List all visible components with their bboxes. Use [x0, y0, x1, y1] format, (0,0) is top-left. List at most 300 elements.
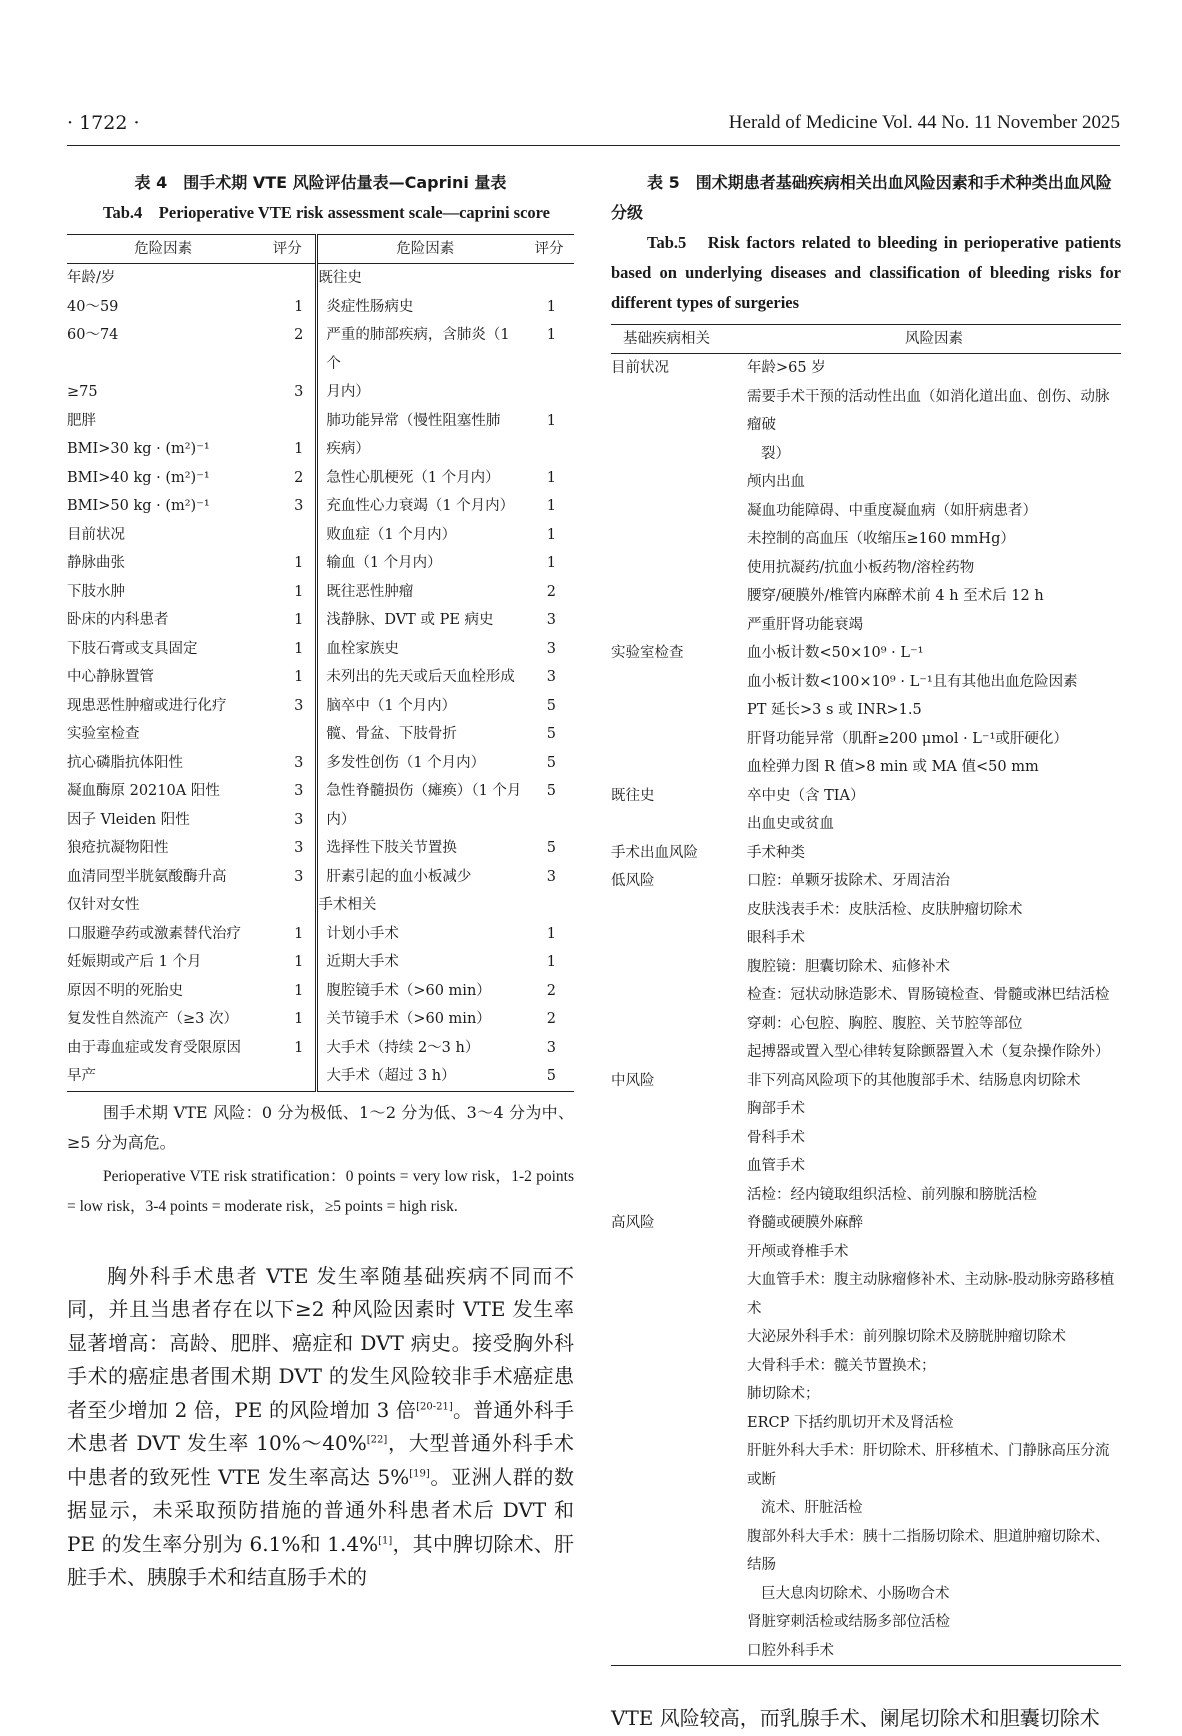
- table5-row: [611, 1238, 1121, 1267]
- risk-factor-text: 血小板计数<100×10⁹ · L⁻¹且有其他出血危险因素: [747, 673, 1078, 690]
- score-left: 3: [259, 834, 317, 863]
- table5-row: [611, 497, 1121, 526]
- risk-factor-left: 因子 Vleiden 阳性: [67, 811, 190, 828]
- risk-factor-left: 年龄/岁: [67, 270, 116, 286]
- score-right: 5: [546, 783, 556, 799]
- table5-row: [611, 1637, 1121, 1666]
- journal-header: Herald of Medicine Vol. 44 No. 11 November 2025: [728, 112, 1120, 133]
- table5-row: [611, 725, 1121, 754]
- risk-factor-text: 口腔外科手术: [747, 1642, 834, 1659]
- risk-factor-right: 手术相关: [318, 897, 377, 913]
- risk-factor-right: 选择性下肢关节置换: [326, 840, 457, 856]
- score-left: 1: [259, 1005, 317, 1034]
- category-cell: 既往史: [611, 787, 655, 804]
- table5-row: [611, 782, 1121, 811]
- table5-row: [611, 1380, 1121, 1409]
- risk-factor-cell: [741, 867, 1121, 896]
- risk-factor-text: 腹部外科大手术：胰十二指肠切除术、胆道肿瘤切除术、结肠: [747, 1528, 1110, 1573]
- category-cell: [611, 1323, 741, 1352]
- risk-factor-text: 检查：冠状动脉造影术、胃肠镜检查、骨髓或淋巴结活检: [747, 987, 1110, 1003]
- risk-factor-cell: [741, 1608, 1121, 1637]
- risk-factor-cell: [741, 896, 1121, 925]
- body-text-part3: ，大型普通外科手术中患者的致死性 VTE 发生率高达 5%: [67, 1431, 575, 1489]
- risk-factor-right: 大手术（持续 2～3 h）: [326, 1039, 480, 1056]
- table5-header-risk: 风险因素: [741, 325, 1121, 354]
- risk-factor-right: 输血（1 个月内）: [326, 555, 442, 571]
- category-cell: [611, 1124, 741, 1153]
- table4-row: [67, 720, 574, 749]
- category-cell: [611, 1637, 741, 1666]
- category-cell: [611, 1038, 741, 1067]
- risk-factor-cell: [741, 468, 1121, 497]
- risk-factor-text: 大血管手术：腹主动脉瘤修补术、主动脉-股动脉旁路移植术: [747, 1272, 1115, 1317]
- category-cell: [611, 1181, 741, 1210]
- score-right: 1: [546, 327, 556, 343]
- score-right: 5: [546, 1068, 556, 1084]
- risk-factor-cell: [741, 696, 1121, 725]
- risk-factor-right: 血栓家族史: [326, 640, 399, 657]
- risk-factor-cell: [741, 1209, 1121, 1238]
- risk-factor-left: 狼疮抗凝物阳性: [67, 840, 169, 856]
- risk-factor-cell: [741, 1067, 1121, 1096]
- risk-factor-right: 关节镜手术（>60 min）: [326, 1011, 491, 1027]
- category-cell: [611, 896, 741, 925]
- risk-factor-left: 原因不明的死胎史: [67, 982, 183, 999]
- risk-factor-cell: [741, 668, 1121, 697]
- table5-row: [611, 839, 1121, 868]
- risk-factor-left: 口服避孕药或激素替代治疗: [67, 925, 241, 942]
- risk-factor-cell: [741, 1380, 1121, 1409]
- risk-factor-cell: [741, 1038, 1121, 1067]
- score-left: 3: [259, 777, 317, 806]
- risk-factor-cell: [741, 1152, 1121, 1181]
- category-cell: [611, 1409, 741, 1438]
- risk-factor-text: 年龄>65 岁: [747, 360, 826, 376]
- table5-row: [611, 1409, 1121, 1438]
- risk-factor-right: 炎症性肠病史: [326, 298, 414, 315]
- table4-row: [67, 521, 574, 550]
- table4-row: [67, 1005, 574, 1034]
- table4-row: [67, 549, 574, 578]
- risk-factor-cell: [741, 981, 1121, 1010]
- score-left: [259, 891, 317, 920]
- table4-header-score-right: 评分: [524, 235, 574, 264]
- score-right: 2: [546, 1011, 556, 1027]
- score-left: 1: [259, 1034, 317, 1063]
- category-cell: [611, 1437, 741, 1523]
- category-cell: [611, 696, 741, 725]
- risk-factor-cell: [741, 810, 1121, 839]
- table4-body: [67, 264, 574, 1092]
- category-cell: [611, 1238, 741, 1267]
- table5-row: [611, 981, 1121, 1010]
- risk-factor-cell: [741, 1437, 1121, 1523]
- table4-note-zh: 围手术期 VTE 风险：0 分为极低、1～2 分为低、3～4 分为中、≥5 分为高危。: [67, 1102, 574, 1152]
- risk-factor-left: 静脉曲张: [67, 555, 125, 571]
- category-cell: [611, 468, 741, 497]
- risk-factor-text: 活检：经内镜取组织活检、前列腺和膀胱活检: [747, 1186, 1037, 1203]
- table4: [67, 234, 574, 1092]
- table4-row: [67, 378, 574, 407]
- table5-row: [611, 582, 1121, 611]
- score-left: [259, 720, 317, 749]
- risk-factor-left: 卧床的内科患者: [67, 612, 169, 628]
- score-right: [524, 435, 574, 464]
- category-cell: [611, 753, 741, 782]
- table4-row: [67, 920, 574, 949]
- risk-factor-right: 急性心肌梗死（1 个月内）: [326, 469, 500, 486]
- risk-factor-right: 未列出的先天或后天血栓形成: [326, 669, 515, 685]
- score-right: 5: [546, 697, 556, 714]
- table5-row: [611, 1266, 1121, 1323]
- body-text-part4: 。亚洲人群的数据显示，未采取预防措施的普通外科患者术后 DVT 和 PE 的发生率分别为 6.1%和 1.4%: [67, 1464, 575, 1556]
- score-right: 1: [546, 526, 556, 543]
- score-left: 2: [259, 321, 317, 378]
- category-cell: [611, 725, 741, 754]
- table4-caption-zh: 表 4 围手术期 VTE 风险评估量表—Caprini 量表: [134, 173, 507, 192]
- category-cell: [611, 1266, 741, 1323]
- table4-row: [67, 806, 574, 835]
- left-column: [67, 168, 574, 1595]
- table5-header-row: [611, 325, 1121, 354]
- category-cell: [611, 1608, 741, 1637]
- table5-row: [611, 1010, 1121, 1039]
- citation: [1]: [378, 1534, 393, 1546]
- risk-factor-right: 肺功能异常（慢性阻塞性肺: [326, 412, 501, 429]
- table4-header-score-left: 评分: [259, 235, 317, 264]
- risk-factor-right: 脑卒中（1 个月内）: [326, 697, 457, 714]
- score-left: [259, 521, 317, 550]
- score-right: 3: [546, 612, 556, 628]
- risk-factor-text: ERCP 下括约肌切开术及肾活检: [747, 1414, 954, 1431]
- body-paragraph-right: VTE 风险较高，而乳腺手术、阑尾切除术和胆囊切除术: [611, 1706, 1100, 1730]
- risk-factor-right: 既往史: [318, 270, 362, 286]
- page-number: · 1722 ·: [67, 112, 140, 134]
- category-cell: [611, 554, 741, 583]
- risk-factor-cell: [741, 924, 1121, 953]
- risk-factor-text: 大骨科手术：髋关节置换术；: [747, 1357, 936, 1374]
- category-cell: [611, 497, 741, 526]
- risk-factor-text: 血小板计数<50×10⁹ · L⁻¹: [747, 645, 924, 661]
- risk-factor-text: 未控制的高血压（收缩压≥160 mmHg）: [747, 531, 1015, 547]
- score-right: 1: [546, 298, 556, 315]
- table5-row: [611, 525, 1121, 554]
- category-cell: [611, 1152, 741, 1181]
- score-right: 1: [546, 498, 556, 514]
- right-column: [611, 168, 1121, 1736]
- risk-factor-right: 腹腔镜手术（>60 min）: [326, 982, 491, 999]
- table5-row: [611, 611, 1121, 640]
- table4-row: [67, 435, 574, 464]
- score-left: 1: [259, 920, 317, 949]
- score-right: [524, 264, 574, 293]
- score-right: 3: [546, 669, 556, 685]
- risk-factor-text-continued: 裂）: [761, 445, 790, 462]
- risk-factor-text: 卒中史（含 TIA）: [747, 787, 865, 804]
- table5-row: [611, 468, 1121, 497]
- table5-row: [611, 1437, 1121, 1523]
- score-left: 3: [259, 806, 317, 835]
- body-text-part2: 。普通外科手术患者 DVT 发生率 10%～40%: [67, 1397, 574, 1455]
- risk-factor-cell: [741, 611, 1121, 640]
- category-cell: [611, 611, 741, 640]
- score-right: 1: [546, 469, 556, 486]
- category-cell: 低风险: [611, 873, 655, 889]
- table5-caption-en: Tab.5 Risk factors related to bleeding in perioperative patients based on underlying diseases and classification of bleeding risks for different types of surgeries: [611, 233, 1121, 312]
- risk-factor-right: 充血性心力衰竭（1 个月内）: [326, 498, 515, 514]
- risk-factor-cell: [741, 554, 1121, 583]
- risk-factor-cell: [741, 1352, 1121, 1381]
- table5-row: [611, 1067, 1121, 1096]
- table4-row: [67, 1034, 574, 1063]
- score-right: 5: [546, 754, 556, 771]
- score-right: [524, 891, 574, 920]
- risk-factor-cell: [741, 725, 1121, 754]
- table5: [611, 324, 1121, 1666]
- table4-row: [67, 863, 574, 892]
- risk-factor-left: 目前状况: [67, 526, 125, 543]
- score-right: 1: [546, 555, 556, 571]
- score-left: 1: [259, 635, 317, 664]
- score-right: 3: [546, 1039, 556, 1056]
- table4-note-en: Perioperative VTE risk stratification：0 points = very low risk，1-2 points = low risk，3-4 points = moderate risk，≥5 points = high risk.: [67, 1167, 574, 1215]
- score-left: 1: [259, 977, 317, 1006]
- table5-row: [611, 810, 1121, 839]
- citation: [22]: [366, 1434, 388, 1446]
- risk-factor-right: 月内）: [326, 384, 370, 400]
- risk-factor-cell: [741, 1124, 1121, 1153]
- category-cell: [611, 924, 741, 953]
- risk-factor-cell: [741, 753, 1121, 782]
- category-cell: [611, 1380, 741, 1409]
- table5-row: [611, 867, 1121, 896]
- table4-row: [67, 264, 574, 293]
- risk-factor-right: 既往恶性肿瘤: [326, 583, 414, 600]
- risk-factor-cell: [741, 1409, 1121, 1438]
- risk-factor-right: 急性脊髓损伤（瘫痪）（1 个月: [326, 783, 522, 799]
- risk-factor-text: 大泌尿外科手术：前列腺切除术及膀胱肿瘤切除术: [747, 1329, 1066, 1345]
- category-cell: 实验室检查: [611, 645, 684, 661]
- risk-factor-text: 肾脏穿刺活检或结肠多部位活检: [747, 1614, 950, 1630]
- risk-factor-right: 浅静脉、DVT 或 PE 病史: [326, 612, 494, 628]
- table5-row: [611, 953, 1121, 982]
- risk-factor-right: 疾病）: [326, 441, 370, 457]
- risk-factor-cell: [741, 1181, 1121, 1210]
- risk-factor-text-continued: 流术、肝脏活检: [761, 1500, 863, 1516]
- table5-row: [611, 1523, 1121, 1609]
- table4-row: [67, 977, 574, 1006]
- risk-factor-right: 肝素引起的血小板减少: [326, 868, 472, 885]
- risk-factor-cell: [741, 953, 1121, 982]
- table4-row: [67, 834, 574, 863]
- table4-caption-en: Tab.4 Perioperative VTE risk assessment scale—caprini score: [103, 203, 550, 222]
- table5-row: [611, 1038, 1121, 1067]
- category-cell: 手术出血风险: [611, 844, 698, 861]
- risk-factor-left: 下肢水肿: [67, 583, 125, 600]
- category-cell: [611, 668, 741, 697]
- score-right: 2: [546, 583, 556, 600]
- score-left: 3: [259, 863, 317, 892]
- risk-factor-text: 需要手术干预的活动性出血（如消化道出血、创伤、动脉瘤破: [747, 388, 1110, 433]
- risk-factor-left: 40～59: [67, 298, 119, 315]
- table4-row: [67, 407, 574, 436]
- category-cell: 高风险: [611, 1215, 655, 1231]
- header-rule: [67, 145, 1120, 146]
- table5-row: [611, 1124, 1121, 1153]
- table4-row: [67, 663, 574, 692]
- risk-factor-right: 近期大手术: [326, 954, 399, 970]
- risk-factor-left: 复发性自然流产（≥3 次）: [67, 1011, 238, 1027]
- score-left: [259, 407, 317, 436]
- table5-row: [611, 696, 1121, 725]
- table4-header-row: [67, 235, 574, 264]
- risk-factor-left: BMI>30 kg · (m²)⁻¹: [67, 441, 210, 457]
- table5-row: [611, 639, 1121, 668]
- table5-row: [611, 753, 1121, 782]
- table5-row: [611, 1352, 1121, 1381]
- table4-row: [67, 1062, 574, 1091]
- score-left: 3: [259, 749, 317, 778]
- table5-row: [611, 1608, 1121, 1637]
- table4-row: [67, 464, 574, 493]
- risk-factor-text: 腹腔镜：胆囊切除术、疝修补术: [747, 958, 950, 975]
- risk-factor-text: 肝肾功能异常（肌酐≥200 μmol · L⁻¹或肝硬化）: [747, 730, 1068, 747]
- score-left: 1: [259, 435, 317, 464]
- risk-factor-cell: [741, 782, 1121, 811]
- table4-header-factor-left: 危险因素: [67, 235, 259, 264]
- table4-row: [67, 606, 574, 635]
- risk-factor-text: 肝脏外科大手术：肝切除术、肝移植术、门静脉高压分流或断: [747, 1443, 1110, 1488]
- table5-row: [611, 383, 1121, 469]
- risk-factor-cell: [741, 354, 1121, 383]
- table4-row: [67, 492, 574, 521]
- table5-caption-zh: 表 5 围术期患者基础疾病相关出血风险因素和手术种类出血风险分级: [611, 173, 1112, 222]
- body-text-part1: 胸外科手术患者 VTE 发生率随基础疾病不同而不同，并且当患者存在以下≥2 种风险因素时 VTE 发生率显著增高：高龄、肥胖、癌症和 DVT 病史。接受胸外科手术的癌症患者围术期 DVT 的发生风险较非手术癌症患者至少增加 2 倍，PE 的风险增加 3 倍: [67, 1263, 574, 1422]
- score-left: 1: [259, 663, 317, 692]
- risk-factor-left: 肥胖: [67, 412, 96, 429]
- score-left: 3: [259, 692, 317, 721]
- risk-factor-cell: [741, 1238, 1121, 1267]
- risk-factor-cell: [741, 497, 1121, 526]
- table5-row: [611, 354, 1121, 383]
- score-left: 1: [259, 293, 317, 322]
- risk-factor-left: 早产: [67, 1068, 96, 1084]
- risk-factor-left: 凝血酶原 20210A 阳性: [67, 783, 220, 799]
- score-left: 1: [259, 948, 317, 977]
- risk-factor-left: 实验室检查: [67, 726, 140, 742]
- score-left: 2: [259, 464, 317, 493]
- risk-factor-left: 中心静脉置管: [67, 669, 154, 685]
- table5-row: [611, 1209, 1121, 1238]
- score-left: [259, 264, 317, 293]
- risk-factor-text: 开颅或脊椎手术: [747, 1243, 849, 1260]
- category-cell: 中风险: [611, 1072, 655, 1089]
- risk-factor-right: 计划小手术: [326, 925, 399, 942]
- category-cell: [611, 525, 741, 554]
- risk-factor-text: 肺切除术；: [747, 1386, 820, 1402]
- table4-row: [67, 578, 574, 607]
- risk-factor-text-continued: 巨大息肉切除术、小肠吻合术: [761, 1585, 950, 1602]
- risk-factor-cell: [741, 839, 1121, 868]
- table5-row: [611, 1181, 1121, 1210]
- risk-factor-text: 起搏器或置入型心律转复除颤器置入术（复杂操作除外）: [747, 1044, 1110, 1060]
- risk-factor-right: 多发性创伤（1 个月内）: [326, 754, 486, 771]
- risk-factor-cell: [741, 582, 1121, 611]
- table5-row: [611, 554, 1121, 583]
- table5-row: [611, 1152, 1121, 1181]
- risk-factor-text: PT 延长>3 s 或 INR>1.5: [747, 702, 922, 718]
- table5-body: [611, 354, 1121, 1666]
- score-right: 5: [546, 840, 556, 856]
- risk-factor-text: 皮肤浅表手术：皮肤活检、皮肤肿瘤切除术: [747, 901, 1023, 918]
- risk-factor-right: 髋、骨盆、下肢骨折: [326, 726, 457, 742]
- risk-factor-text: 凝血功能障碍、中重度凝血病（如肝病患者）: [747, 502, 1037, 519]
- risk-factor-cell: [741, 383, 1121, 469]
- risk-factor-left: 血清同型半胱氨酸酶升高: [67, 868, 227, 885]
- body-paragraph-left: [67, 1260, 574, 1595]
- score-left: 3: [259, 492, 317, 521]
- category-cell: [611, 582, 741, 611]
- score-left: [259, 1062, 317, 1091]
- table5-header-category: 基础疾病相关: [611, 325, 741, 354]
- risk-factor-text: 严重肝肾功能衰竭: [747, 616, 863, 633]
- category-cell: [611, 810, 741, 839]
- score-right: 3: [546, 868, 556, 885]
- risk-factor-left: 下肢石膏或支具固定: [67, 640, 198, 657]
- citation: [20-21]: [416, 1400, 453, 1412]
- score-right: [524, 806, 574, 835]
- risk-factor-cell: [741, 1323, 1121, 1352]
- score-left: 1: [259, 606, 317, 635]
- table4-row: [67, 635, 574, 664]
- risk-factor-right: 败血症（1 个月内）: [326, 526, 457, 543]
- risk-factor-text: 穿刺：心包腔、胸腔、腹腔、关节腔等部位: [747, 1015, 1023, 1032]
- table5-row: [611, 1095, 1121, 1124]
- risk-factor-text: 颅内出血: [747, 474, 805, 490]
- risk-factor-text: 非下列高风险项下的其他腹部手术、结肠息肉切除术: [747, 1072, 1081, 1089]
- score-right: [524, 378, 574, 407]
- score-right: 5: [546, 726, 556, 742]
- risk-factor-left: 现患恶性肿瘤或进行化疗: [67, 697, 227, 714]
- risk-factor-left: 由于毒血症或发育受限原因: [67, 1039, 241, 1056]
- score-right: 3: [546, 640, 556, 657]
- score-right: 1: [546, 412, 556, 429]
- table4-header-factor-right: 危险因素: [317, 235, 524, 264]
- risk-factor-text: 手术种类: [747, 844, 805, 861]
- risk-factor-text: 口腔：单颗牙拔除术、牙周洁治: [747, 873, 950, 889]
- table4-row: [67, 692, 574, 721]
- score-left: 3: [259, 378, 317, 407]
- category-cell: [611, 981, 741, 1010]
- citation: [19]: [409, 1467, 430, 1479]
- risk-factor-left: 60～74: [67, 327, 119, 343]
- category-cell: 目前状况: [611, 360, 669, 376]
- risk-factor-right: 内）: [326, 811, 356, 828]
- score-right: 1: [546, 925, 556, 942]
- table5-row: [611, 896, 1121, 925]
- body-text-part5: ，其中脾切除术、肝脏手术、胰腺手术和结直肠手术的: [67, 1531, 575, 1589]
- table4-row: [67, 891, 574, 920]
- risk-factor-text: 骨科手术: [747, 1129, 805, 1146]
- risk-factor-left: BMI>50 kg · (m²)⁻¹: [67, 498, 210, 514]
- category-cell: [611, 383, 741, 469]
- risk-factor-text: 血栓弹力图 R 值>8 min 或 MA 值<50 mm: [747, 759, 1039, 775]
- risk-factor-cell: [741, 639, 1121, 668]
- table5-row: [611, 668, 1121, 697]
- risk-factor-right: 严重的肺部疾病，含肺炎（1 个: [326, 327, 510, 372]
- risk-factor-cell: [741, 1637, 1121, 1666]
- risk-factor-cell: [741, 525, 1121, 554]
